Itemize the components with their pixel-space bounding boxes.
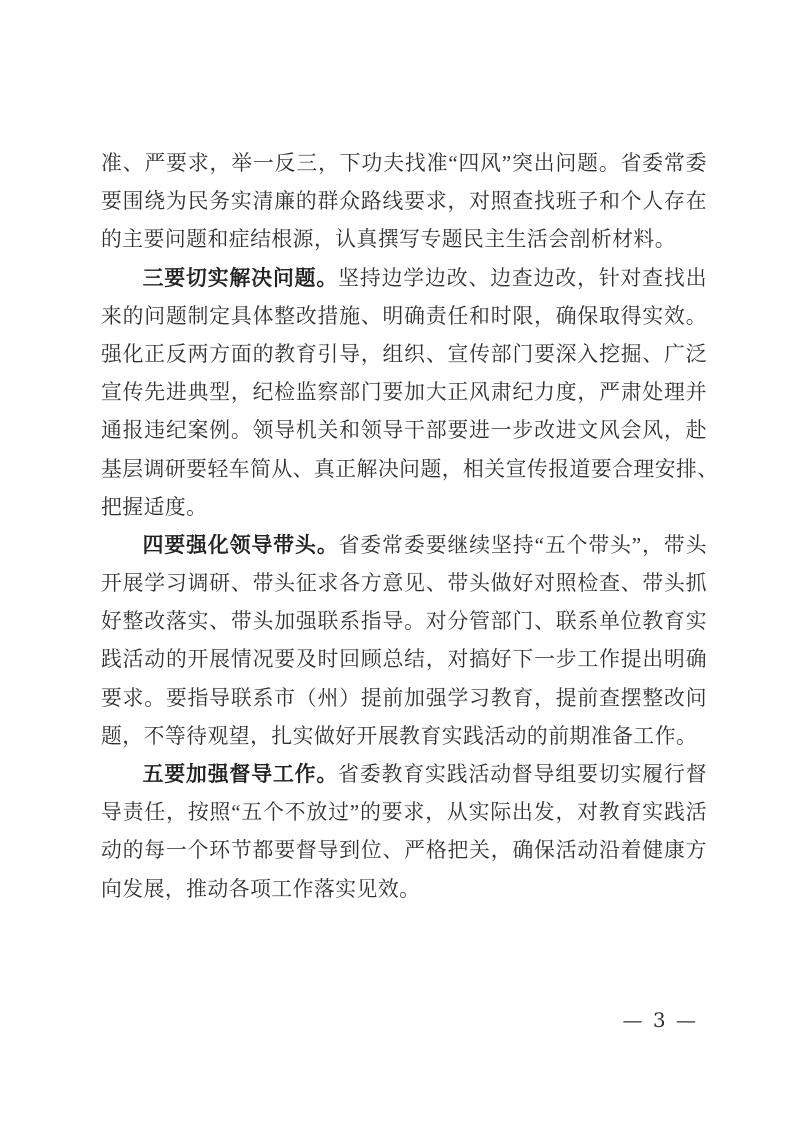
text-line: 要围绕为民务实清廉的群众路线要求，对照查找班子和个人存在 — [101, 190, 707, 214]
text-line: 准、严要求，举一反三，下功夫找准“四风”突出问题。省委常委 — [101, 152, 707, 175]
text-line: 开展学习调研、带头征求各方意见、带头做好对照检查、带头抓 — [101, 572, 707, 596]
text-line: 来的问题制定具体整改措施、明确责任和时限，确保取得实效。 — [101, 304, 707, 328]
text-line: 把握适度。 — [101, 495, 208, 519]
text-line: 题，不等待观望，扎实做好开展教育实践活动的前期准备工作。 — [101, 724, 698, 748]
text-line: 践活动的开展情况要及时回顾总结，对搞好下一步工作提出明确 — [101, 648, 707, 672]
text-line: 好整改落实、带头加强联系指导。对分管部门、联系单位教育实 — [101, 610, 707, 634]
text-line: 通报违纪案例。领导机关和领导干部要进一步改进文风会风，赴 — [101, 419, 707, 443]
text-line: 五要加强督导工作。省委教育实践活动督导组要切实履行督 — [142, 763, 708, 786]
text-line: 要求。要指导联系市（州）提前加强学习教育，提前查摆整改问 — [101, 686, 707, 710]
text-line: 宣传先进典型，纪检监察部门要加大正风肃纪力度，严肃处理并 — [101, 381, 707, 405]
paragraph-heading: 五要加强督导工作。 — [142, 763, 339, 786]
paragraph-heading: 四要强化领导带头。 — [142, 533, 339, 557]
page-number: — 3 — — [622, 1008, 698, 1032]
document-body — [101, 145, 719, 909]
text-line: 向发展，推动各项工作落实见效。 — [101, 877, 421, 901]
text-line: 三要切实解决问题。坚持边学边改、边查边改，针对查找出 — [142, 266, 708, 290]
text-line: 四要强化领导带头。省委常委要继续坚持“五个带头”，带头 — [142, 533, 708, 557]
paragraph-heading: 三要切实解决问题。 — [142, 266, 339, 290]
text-line: 强化正反两方面的教育引导，组织、宣传部门要深入挖掘、广泛 — [101, 342, 707, 366]
text-line: 动的每一个环节都要督导到位、严格把关，确保活动沿着健康方 — [101, 839, 707, 863]
text-line: 基层调研要轻车简从、真正解决问题，相关宣传报道要合理安排、 — [101, 457, 719, 481]
text-line: 的主要问题和症结根源，认真撰写专题民主生活会剖析材料。 — [101, 228, 677, 252]
text-line: 导责任，按照“五个不放过”的要求，从实际出发，对教育实践活 — [101, 801, 707, 825]
